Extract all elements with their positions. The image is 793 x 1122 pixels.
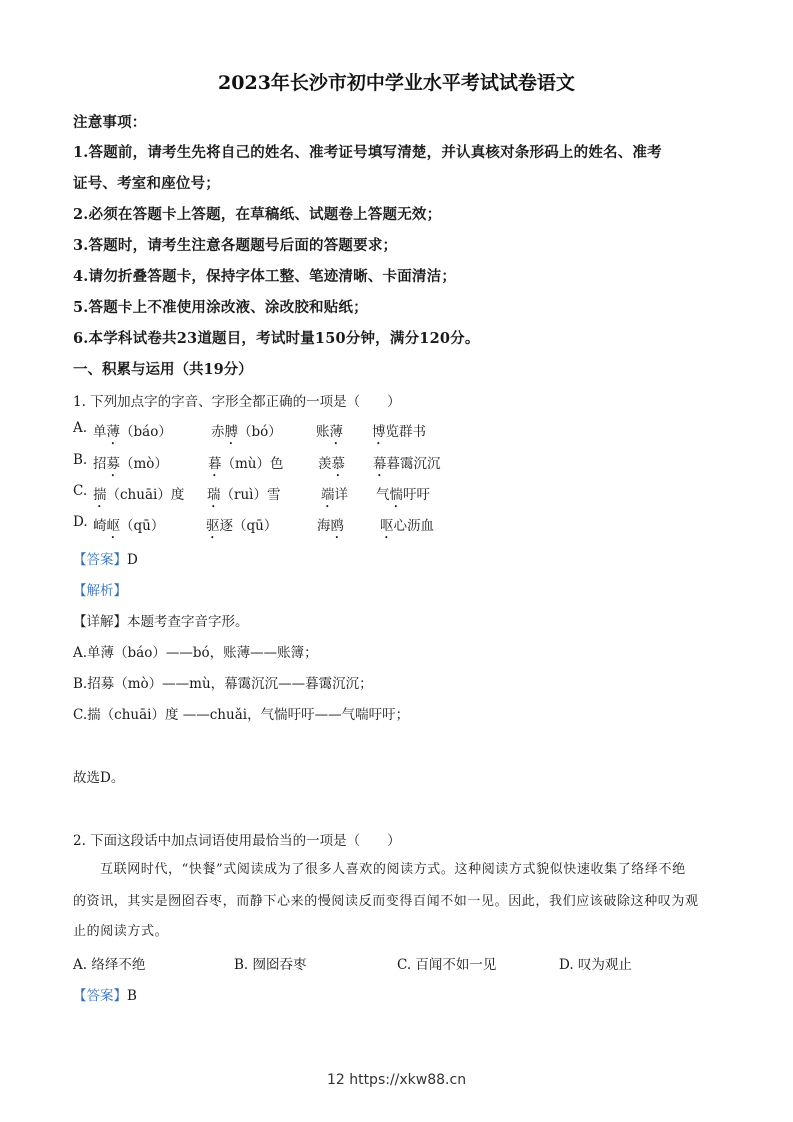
answer-value: D [127,552,138,568]
option-word: 幕暮霭沉沉 [373,456,441,472]
option-word: 气惴吁吁 [376,487,430,503]
answer-tag: 【答案】 [73,552,127,568]
q2-option-b: B. 囫囵吞枣 [234,957,307,973]
option-word: 暮（mù）色 [208,456,284,472]
option-word: 博览群书 [372,424,426,440]
q1-conclusion: 故选D。 [73,770,125,786]
detail-intro: 本题考查字音字形。 [127,614,249,630]
q1-detail-c: C.揣（chuāi）度 ——chuǎi，气惴吁吁——气喘吁吁； [73,707,410,723]
q2-option-c: C. 百闻不如一见 [397,957,497,973]
q2-answer [73,984,137,1004]
q2-stem: 2. 下面这段话中加点词语使用最恰当的一项是（ ） [73,833,401,849]
page-footer: 12 https://xkw88.cn [326,1072,467,1088]
option-word: 端详 [321,487,348,503]
q1-answer [73,548,138,568]
answer-tag: 【答案】 [73,988,127,1004]
q2-passage-line-3: 止的阅读方式。 [73,924,169,939]
q1-stem: 1. 下列加点字的字音、字形全都正确的一项是（ ） [73,394,401,410]
section-heading: 一、积累与运用（共19分） [73,361,253,378]
option-word: 揣（chuāi）度 [93,487,185,503]
q1-analysis-tag: 【解析】 [73,583,127,599]
notice-item-3: 3.答题时，请考生注意各题题号后面的答题要求； [73,237,398,254]
option-letter: A. [73,420,88,436]
notice-item-1-cont: 证号、考室和座位号； [73,175,220,192]
option-word: 招募（mò） [93,456,168,472]
option-letter: B. [73,452,88,468]
option-word: 海鸥 [317,518,344,534]
option-word: 驱逐（qū） [206,518,278,534]
q1-detail-a: A.单薄（báo）——bó，账薄——账簿； [73,645,318,661]
q1-detail-b: B.招募（mò）——mù，幕霭沉沉——暮霭沉沉； [73,676,373,692]
option-word: 瑞（ruì）雪 [207,487,281,503]
option-letter: D. [73,514,88,530]
option-word: 单薄（báo） [93,424,172,440]
q2-option-d: D. 叹为观止 [559,957,632,973]
q2-passage-line-2: 的资讯，其实是囫囵吞枣，而静下心来的慢阅读反而变得百闻不如一见。因此，我们应该破除这种叹为观 [73,894,699,909]
notice-item-6: 6.本学科试卷共23道题目，考试时量150分钟，满分120分。 [73,330,480,347]
option-letter: C. [73,483,88,499]
notice-heading: 注意事项： [73,114,147,131]
q2-passage-line-1: 互联网时代，“快餐”式阅读成为了很多人喜欢的阅读方式。这种阅读方式貌似快速收集了络绎不绝 [100,862,686,877]
answer-value: B [127,988,137,1004]
option-word: 崎岖（qū） [93,518,165,534]
page-title: 2023年长沙市初中学业水平考试试卷语文 [218,72,575,94]
notice-item-4: 4.请勿折叠答题卡，保持字体工整、笔迹清晰、卡面清洁； [73,268,457,285]
option-word: 呕心沥血 [380,518,434,534]
q1-detail [73,610,249,630]
option-word: 赤膊（bó） [211,424,282,440]
notice-item-2: 2.必须在答题卡上答题，在草稿纸、试题卷上答题无效； [73,206,442,223]
option-word: 羡慕 [318,456,345,472]
option-word: 账薄 [316,424,343,440]
notice-item-5: 5.答题卡上不准使用涂改液、涂改胶和贴纸； [73,299,368,316]
q2-option-a: A. 络绎不绝 [73,957,146,973]
detail-tag: 【详解】 [73,614,127,630]
notice-item-1: 1.答题前，请考生先将自己的姓名、准考证号填写清楚，并认真核对条形码上的姓名、准考 [73,144,662,161]
